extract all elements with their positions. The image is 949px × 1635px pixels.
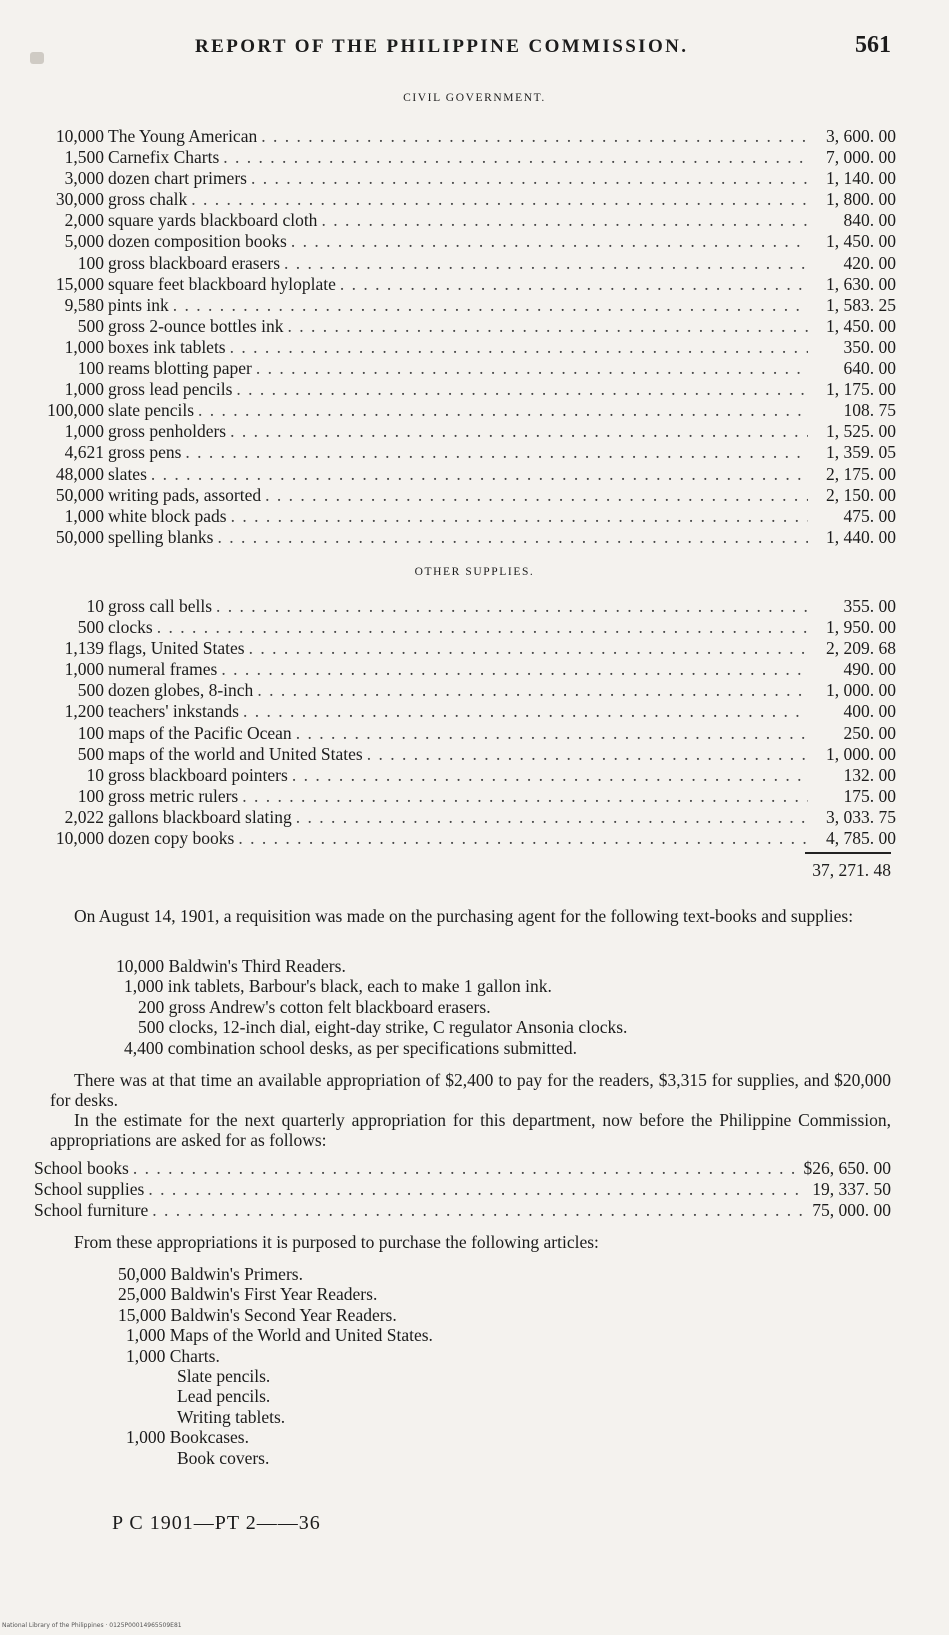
item-description: square feet blackboard hyloplate	[108, 273, 336, 294]
item-quantity: 2,022	[64, 806, 104, 827]
table-row	[44, 680, 896, 701]
table-row	[44, 807, 896, 828]
table-row	[44, 168, 896, 189]
item-description: gross call bells	[108, 596, 213, 616]
requisition-paragraph: On August 14, 1901, a requisition was made on the purchasing agent for the following text-books and supplies:	[74, 906, 854, 926]
item-amount: 420. 00	[843, 252, 896, 273]
table-row	[44, 231, 896, 252]
item-amount: 1, 000. 00	[826, 743, 896, 764]
table-row	[44, 659, 896, 680]
table-row	[44, 316, 896, 337]
item-quantity: 100	[77, 358, 104, 379]
table-row	[44, 638, 896, 659]
dot-leader	[187, 189, 808, 210]
item-description: gallons blackboard slating	[108, 806, 292, 827]
table-row	[44, 765, 896, 786]
item-quantity: 1,139	[64, 638, 104, 659]
list-item: Book covers.	[177, 1447, 270, 1468]
dot-leader	[219, 147, 808, 168]
table-row	[30, 1158, 891, 1179]
table-row	[44, 274, 896, 295]
appropriations-list	[30, 1158, 891, 1221]
item-amount: 355. 00	[843, 596, 896, 616]
item-amount: 400. 00	[843, 701, 896, 722]
item-amount: 1, 140. 00	[826, 168, 896, 189]
table-row	[44, 464, 896, 485]
item-quantity: 500	[77, 743, 104, 764]
purchase-paragraph: From these appropriations it is purposed to purchase the following articles:	[74, 1232, 599, 1252]
dot-leader	[253, 680, 808, 701]
item-description: boxes ink tablets	[108, 336, 226, 357]
item-amount: 490. 00	[843, 659, 896, 680]
item-quantity: 10	[86, 764, 104, 785]
table-row	[44, 527, 896, 548]
item-description: gross metric rulers	[108, 785, 239, 806]
item-quantity: 100	[77, 722, 104, 743]
dot-leader	[213, 527, 808, 548]
table-row	[44, 506, 896, 527]
dot-leader	[227, 506, 808, 527]
total-rule	[805, 852, 891, 854]
item-amount: 1, 525. 00	[826, 421, 896, 442]
item-quantity: 500	[77, 617, 104, 638]
item-description: gross pens	[108, 442, 182, 463]
item-amount: 2, 175. 00	[826, 463, 896, 484]
item-amount: 1, 950. 00	[826, 617, 896, 638]
item-description: numeral frames	[108, 659, 218, 680]
dot-leader	[181, 442, 808, 463]
table-row	[44, 189, 896, 210]
table-row	[44, 485, 896, 506]
other-supplies-list	[44, 596, 896, 849]
list-item: 500 clocks, 12-inch dial, eight-day strike, C regulator Ansonia clocks.	[138, 1017, 628, 1038]
item-amount: 640. 00	[843, 358, 896, 379]
running-title: REPORT OF THE PHILIPPINE COMMISSION.	[195, 36, 689, 57]
item-description: reams blotting paper	[108, 358, 252, 379]
item-quantity: 1,000	[64, 421, 104, 442]
item-amount: 475. 00	[843, 505, 896, 526]
item-amount: 3, 600. 00	[826, 126, 896, 146]
table-row	[44, 442, 896, 463]
dot-leader	[288, 765, 808, 786]
item-quantity: 15,000	[55, 273, 104, 294]
item-amount: 175. 00	[843, 785, 896, 806]
table-row	[44, 617, 896, 638]
dot-leader	[336, 274, 808, 295]
dot-leader	[239, 701, 808, 722]
item-description: dozen chart primers	[108, 168, 247, 189]
item-amount: 2, 209. 68	[826, 638, 896, 659]
item-description: spelling blanks	[108, 526, 214, 547]
item-quantity: 100	[77, 252, 104, 273]
dot-leader	[245, 638, 808, 659]
dot-leader	[283, 316, 808, 337]
page-header	[0, 30, 949, 70]
item-quantity: 1,000	[64, 659, 104, 680]
item-description: gross blackboard erasers	[108, 252, 281, 273]
item-description: School books	[34, 1158, 129, 1178]
list-item: Writing tablets.	[177, 1406, 286, 1427]
item-amount: 1, 450. 00	[826, 315, 896, 336]
table-row	[44, 786, 896, 807]
item-description: School supplies	[34, 1179, 145, 1200]
item-amount: 132. 00	[843, 764, 896, 785]
dot-leader	[280, 253, 808, 274]
item-quantity: 100,000	[47, 400, 104, 421]
item-description: maps of the Pacific Ocean	[108, 722, 292, 743]
table-row	[44, 295, 896, 316]
section-heading-other-supplies: OTHER SUPPLIES.	[414, 566, 535, 578]
item-amount: 1, 450. 00	[826, 231, 896, 252]
item-amount: 350. 00	[843, 336, 896, 357]
item-description: gross chalk	[108, 189, 188, 210]
item-amount: 19, 337. 50	[812, 1179, 891, 1200]
item-description: slate pencils	[108, 400, 195, 421]
item-description: writing pads, assorted	[108, 484, 262, 505]
table-row	[44, 596, 896, 617]
appropriation-paragraph: There was at that time an available appropriation of $2,400 to pay for the readers, $3,315 for supplies, and $20,000 for desks.	[50, 1070, 891, 1110]
dot-leader	[194, 400, 808, 421]
dot-leader	[144, 1179, 803, 1200]
section-heading-civil-government: CIVIL GOVERNMENT.	[403, 92, 546, 104]
table-row	[44, 147, 896, 168]
dot-leader	[148, 1200, 803, 1221]
item-quantity: 1,000	[64, 505, 104, 526]
item-description: gross 2-ounce bottles ink	[108, 315, 284, 336]
dot-leader	[261, 485, 808, 506]
dot-leader	[217, 659, 808, 680]
item-amount: 1, 583. 25	[826, 294, 896, 315]
credit-line: National Library of the Philippines · 0125P00014965509E81	[2, 1622, 182, 1629]
dot-leader	[287, 231, 808, 252]
item-description: teachers' inkstands	[108, 701, 239, 722]
list-item: 1,000 Bookcases.	[126, 1427, 249, 1448]
estimate-paragraph: In the estimate for the next quarterly appropriation for this department, now before the Philippine Commission, appropriations are asked for as follows:	[50, 1110, 891, 1150]
table-row	[44, 701, 896, 722]
item-amount: 250. 00	[843, 722, 896, 743]
grand-total: 37, 271. 48	[812, 860, 891, 880]
table-row	[44, 253, 896, 274]
list-item: 25,000 Baldwin's First Year Readers.	[118, 1284, 378, 1305]
item-description: gross lead pencils	[108, 379, 233, 400]
dot-leader	[153, 617, 808, 638]
dot-leader	[226, 337, 808, 358]
purchase-list	[118, 1264, 433, 1468]
dot-leader	[257, 126, 808, 147]
list-item: 1,000 ink tablets, Barbour's black, each to make 1 gallon ink.	[124, 976, 552, 997]
item-description: The Young American	[108, 126, 258, 146]
dot-leader	[317, 210, 808, 231]
list-item: 10,000 Baldwin's Third Readers.	[116, 956, 346, 976]
item-description: dozen globes, 8-inch	[108, 680, 254, 701]
item-quantity: 1,000	[64, 336, 104, 357]
item-quantity: 50,000	[55, 484, 104, 505]
list-item: Lead pencils.	[177, 1386, 271, 1407]
dot-leader	[292, 807, 808, 828]
item-quantity: 10	[86, 596, 104, 616]
table-row	[44, 337, 896, 358]
item-description: gross penholders	[108, 421, 227, 442]
item-quantity: 500	[77, 315, 104, 336]
dot-leader	[363, 744, 808, 765]
dot-leader	[247, 168, 808, 189]
item-amount: 2, 150. 00	[826, 484, 896, 505]
item-quantity: 5,000	[64, 231, 104, 252]
table-row	[44, 744, 896, 765]
table-row	[44, 421, 896, 442]
item-description: white block pads	[108, 505, 227, 526]
dot-leader	[292, 723, 808, 744]
item-quantity: 1,500	[64, 147, 104, 168]
table-row	[30, 1179, 891, 1200]
item-description: Carnefix Charts	[108, 147, 220, 168]
item-description: slates	[108, 463, 147, 484]
item-quantity: 1,000	[64, 379, 104, 400]
item-description: gross blackboard pointers	[108, 764, 288, 785]
item-quantity: 500	[77, 680, 104, 701]
dot-leader	[238, 786, 808, 807]
dot-leader	[129, 1158, 803, 1179]
item-quantity: 10,000	[55, 828, 104, 849]
list-item: 200 gross Andrew's cotton felt blackboard erasers.	[138, 996, 491, 1017]
item-amount: 7, 000. 00	[826, 147, 896, 168]
item-amount: $26, 650. 00	[803, 1158, 891, 1178]
item-amount: 3, 033. 75	[826, 806, 896, 827]
page-number: 561	[855, 32, 891, 58]
item-quantity: 30,000	[55, 189, 104, 210]
item-description: pints ink	[108, 294, 169, 315]
item-amount: 1, 175. 00	[826, 379, 896, 400]
item-description: maps of the world and United States	[108, 743, 363, 764]
item-amount: 840. 00	[843, 210, 896, 231]
table-row	[30, 1200, 891, 1221]
dot-leader	[212, 596, 808, 617]
item-quantity: 3,000	[64, 168, 104, 189]
requisition-list	[114, 956, 627, 1058]
item-quantity: 1,200	[64, 701, 104, 722]
item-quantity: 10,000	[55, 126, 104, 146]
table-row	[44, 210, 896, 231]
item-description: dozen composition books	[108, 231, 287, 252]
table-row	[44, 723, 896, 744]
signature-mark: P C 1901—PT 2——36	[112, 1512, 321, 1534]
dot-leader	[169, 295, 808, 316]
item-amount: 75, 000. 00	[812, 1200, 891, 1221]
table-row	[44, 828, 896, 849]
dot-leader	[234, 828, 808, 849]
item-amount: 4, 785. 00	[826, 828, 896, 849]
item-amount: 1, 440. 00	[826, 526, 896, 547]
item-quantity: 4,621	[64, 442, 104, 463]
item-amount: 1, 800. 00	[826, 189, 896, 210]
item-description: clocks	[108, 617, 153, 638]
list-item: Slate pencils.	[177, 1366, 271, 1387]
dot-leader	[232, 379, 808, 400]
item-description: square yards blackboard cloth	[108, 210, 318, 231]
list-item: 50,000 Baldwin's Primers.	[118, 1264, 303, 1284]
list-item: 1,000 Charts.	[126, 1345, 220, 1366]
item-amount: 1, 630. 00	[826, 273, 896, 294]
table-row	[44, 358, 896, 379]
item-quantity: 48,000	[55, 463, 104, 484]
item-quantity: 100	[77, 785, 104, 806]
item-amount: 108. 75	[843, 400, 896, 421]
list-item: 1,000 Maps of the World and United States.	[126, 1325, 433, 1346]
dot-leader	[226, 421, 808, 442]
dot-leader	[252, 358, 808, 379]
item-quantity: 50,000	[55, 526, 104, 547]
item-description: dozen copy books	[108, 828, 235, 849]
item-quantity: 2,000	[64, 210, 104, 231]
table-row	[44, 126, 896, 147]
item-amount: 1, 359. 05	[826, 442, 896, 463]
table-row	[44, 400, 896, 421]
item-amount: 1, 000. 00	[826, 680, 896, 701]
item-description: School furniture	[34, 1200, 149, 1221]
list-item: 4,400 combination school desks, as per specifications submitted.	[124, 1037, 577, 1058]
dot-leader	[147, 464, 808, 485]
table-row	[44, 379, 896, 400]
civil-government-list	[44, 126, 896, 548]
list-item: 15,000 Baldwin's Second Year Readers.	[118, 1304, 397, 1325]
item-description: flags, United States	[108, 638, 245, 659]
item-quantity: 9,580	[64, 294, 104, 315]
